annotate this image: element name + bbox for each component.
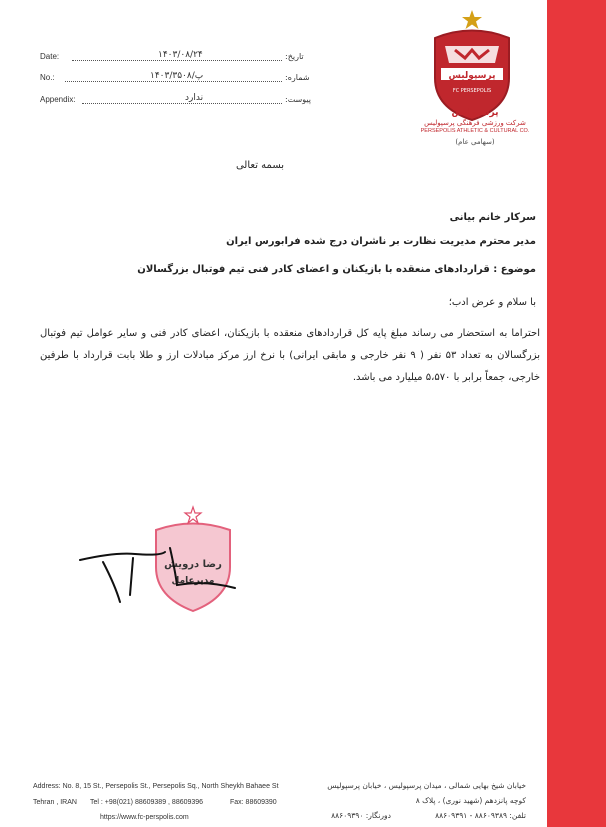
appendix-label-fa: پیوست:	[285, 95, 312, 104]
footer-address-fa-2: کوچه پانزدهم (شهید نوری) ، پلاک ۸	[415, 796, 526, 805]
footer-address-en: Address: No. 8, 15 St., Persepolis St., Persepolis Sq., North Sheykh Bahaee St	[33, 783, 279, 790]
brand-name-fa: پرسپولیس	[451, 108, 499, 118]
letter-subject: موضوع : قراردادهای منعقده با بازیکنان و اعضای کادر فنی تیم فوتبال بزرگسالان	[137, 264, 536, 275]
number-label-en: No.:	[40, 73, 55, 82]
date-label-fa: تاریخ:	[285, 52, 304, 61]
footer-fax-fa: دورنگار: ۸۸۶۰۹۳۹۰	[331, 811, 391, 820]
date-dots	[72, 60, 282, 61]
date-field	[40, 52, 320, 66]
persepolis-logo	[425, 8, 530, 123]
footer-city-en: Tehran , IRAN	[33, 799, 77, 806]
stamp-title: مدیرعامل	[171, 576, 215, 586]
appendix-field	[40, 95, 320, 109]
stamp-name: رضا درویش	[164, 559, 222, 570]
date-value: ۱۴۰۳/۰۸/۲۴	[158, 50, 203, 60]
footer-fax-en: Fax: 88609390	[230, 799, 277, 806]
logo-text-en: FC PERSEPOLIS	[452, 88, 492, 94]
number-label-fa: شماره:	[285, 73, 310, 82]
company-name-fa: شرکت ورزشی فرهنگی پرسپولیس	[424, 119, 526, 127]
footer-phone-fa: تلفن: ۸۸۶۰۹۳۸۹ - ۸۸۶۰۹۳۹۱	[435, 811, 526, 820]
appendix-label-en: Appendix:	[40, 95, 76, 104]
recipient-title: مدیر محترم مدیریت نظارت بر ناشران درج شده فرابورس ایران	[226, 236, 536, 247]
appendix-value: ندارد	[185, 93, 204, 103]
number-dots	[65, 81, 282, 82]
bismillah-heading: بسمه تعالی	[235, 160, 285, 171]
appendix-dots	[82, 103, 282, 104]
footer-address-fa-1: خیابان شیخ بهایی شمالی ، میدان پرسپولیس ، خیابان پرسپولیس	[327, 781, 526, 790]
logo-text-fa: پرسپولیس	[448, 71, 496, 81]
recipient-name: سرکار خانم بیانی	[449, 212, 536, 223]
letter-body: احتراما به استحضار می رساند مبلغ پایه کل قراردادهای منعقده با بازیکنان، اعضای کادر فنی و سایر عوامل تیم فوتبال بزرگسالان به تعداد ۵۳ نفر ( ۹ نفر خارجی و مابقی ایرانی) با نرخ ارز مرکز مبادلات ارز و طلا بابت قرارداد با طرفین خارجی، جمعاً برابر با ۵،۵۷۰ میلیارد می باشد.	[40, 328, 541, 383]
letter-greeting: با سلام و عرض ادب؛	[448, 297, 536, 308]
handwritten-signature	[75, 540, 245, 610]
company-name-en: PERSEPOLIS ATHLETIC & CULTURAL CO.	[420, 128, 530, 134]
footer-tel-en: Tel : +98(021) 88609389 , 88609396	[90, 799, 204, 806]
red-side-band	[547, 0, 606, 827]
number-value: ۱۴۰۳/پ/۳۵۰۸	[150, 71, 204, 81]
company-type-fa: (سهامی عام)	[455, 138, 495, 146]
logo-star-icon	[462, 10, 482, 29]
footer-website-link[interactable]: https://www.fc-perspolis.com	[100, 814, 189, 821]
number-field	[40, 73, 320, 87]
date-label-en: Date:	[40, 52, 60, 61]
